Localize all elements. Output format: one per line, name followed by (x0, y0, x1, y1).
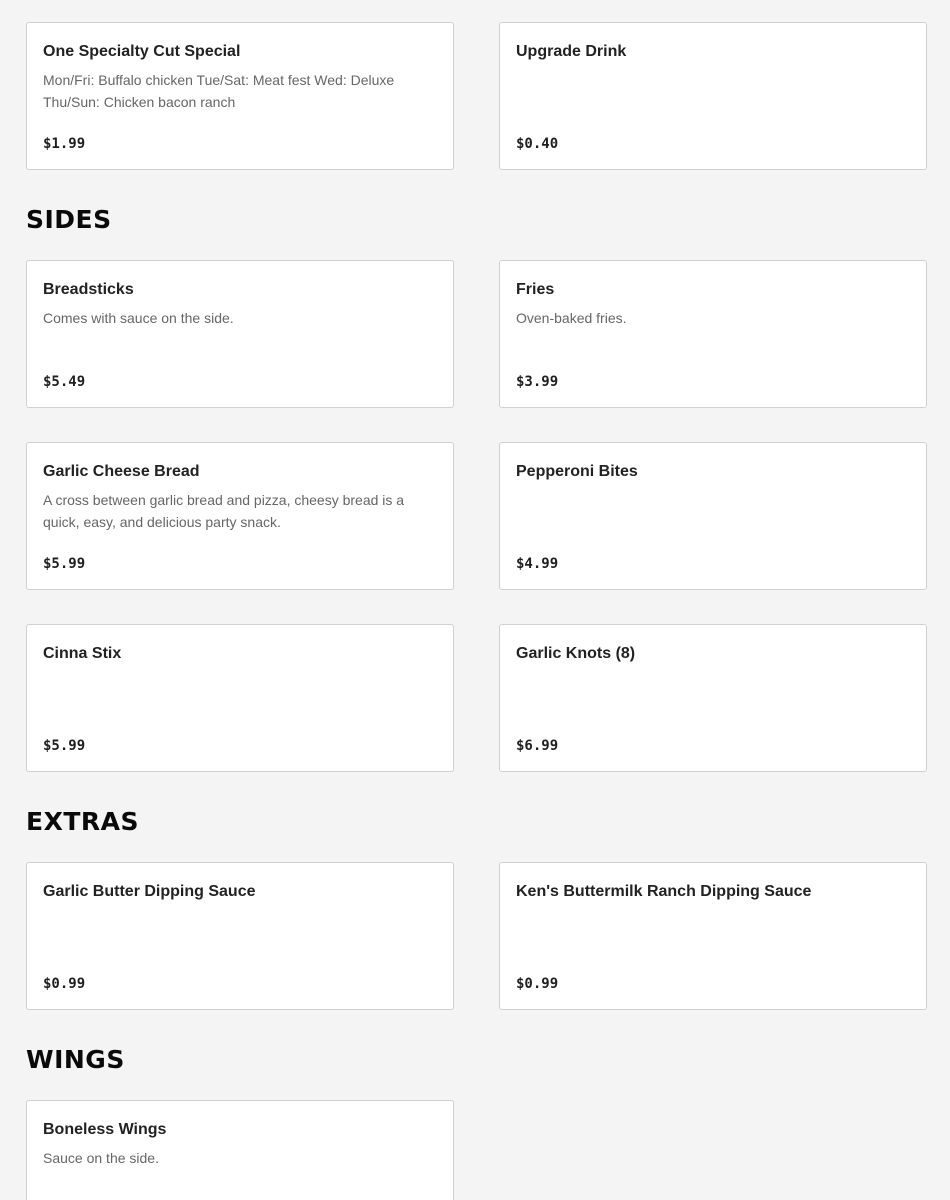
item-name: Pepperoni Bites (516, 463, 638, 480)
section-heading-wings: WINGS (26, 1045, 125, 1074)
menu-item-card[interactable] (499, 862, 927, 1010)
item-name: One Specialty Cut Special (43, 43, 241, 60)
item-price: $4.99 (516, 556, 559, 572)
section-heading-sides: SIDES (26, 205, 112, 234)
menu-item-card[interactable] (499, 442, 927, 590)
item-description: Sauce on the side. (43, 1150, 159, 1166)
item-name: Upgrade Drink (516, 43, 627, 60)
item-description: Oven-baked fries. (516, 310, 627, 326)
item-name: Fries (516, 281, 555, 298)
item-name: Cinna Stix (43, 645, 122, 662)
item-description: Mon/Fri: Buffalo chicken Tue/Sat: Meat fest Wed: Deluxe Thu/Sun: Chicken bacon ranch (43, 72, 395, 110)
item-description: A cross between garlic bread and pizza, cheesy bread is a quick, easy, and delicious party snack. (43, 492, 405, 530)
item-name: Ken's Buttermilk Ranch Dipping Sauce (516, 883, 812, 900)
menu-item-card[interactable] (499, 624, 927, 772)
menu-item-card[interactable] (499, 22, 927, 170)
item-price: $5.49 (43, 374, 86, 390)
item-price: $0.99 (43, 976, 86, 992)
item-name: Boneless Wings (43, 1121, 167, 1138)
item-name: Breadsticks (43, 281, 134, 298)
item-price: $6.99 (516, 738, 559, 754)
menu-item-card[interactable] (26, 260, 454, 408)
menu-item-card[interactable] (26, 442, 454, 590)
item-name: Garlic Knots (8) (516, 645, 636, 662)
menu-item-card[interactable] (26, 22, 454, 170)
menu-item-card[interactable] (499, 260, 927, 408)
menu-item-card[interactable] (26, 1100, 454, 1200)
item-price: $0.99 (516, 976, 559, 992)
item-description: Comes with sauce on the side. (43, 310, 234, 326)
section-heading-extras: EXTRAS (26, 807, 140, 836)
item-price: $5.99 (43, 738, 86, 754)
item-price: $5.99 (43, 556, 86, 572)
item-price: $1.99 (43, 136, 86, 152)
item-price: $0.40 (516, 136, 559, 152)
menu-item-card[interactable] (26, 862, 454, 1010)
item-name: Garlic Butter Dipping Sauce (43, 883, 256, 900)
item-price: $3.99 (516, 374, 559, 390)
menu-item-card[interactable] (26, 624, 454, 772)
item-name: Garlic Cheese Bread (43, 463, 200, 480)
